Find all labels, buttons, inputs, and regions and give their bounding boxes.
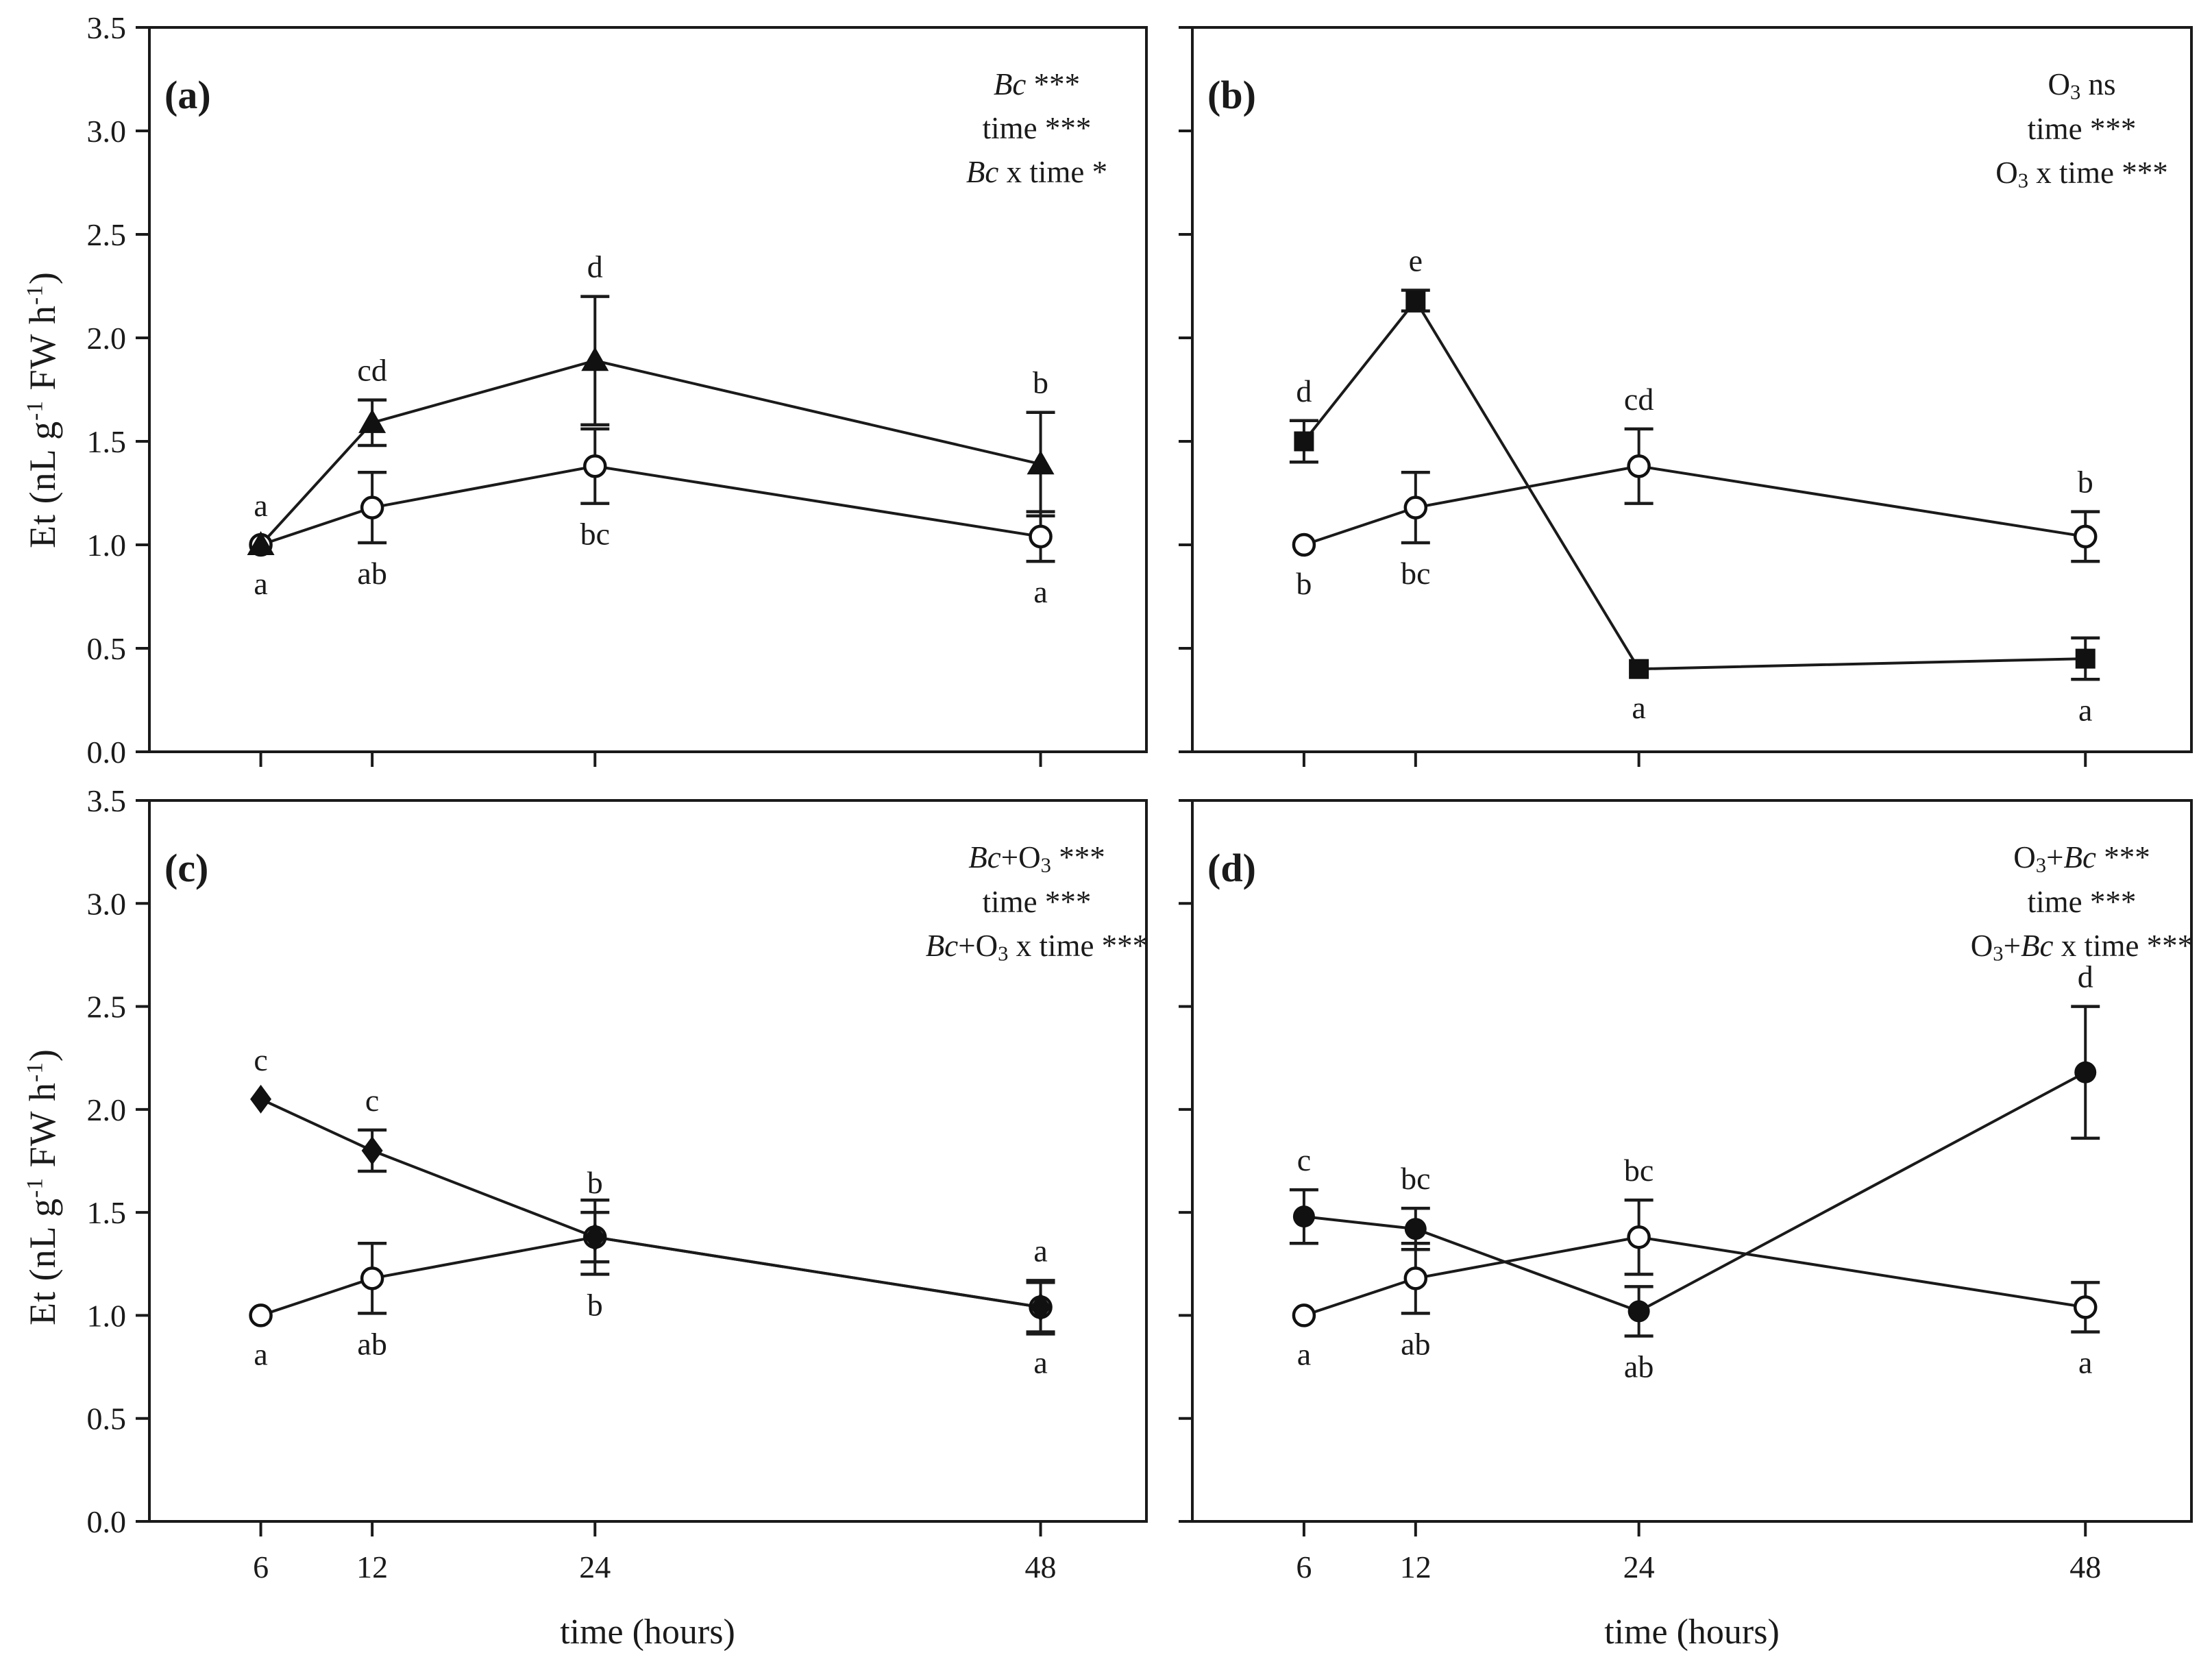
text-segment: FW h <box>22 1082 63 1178</box>
x-tick-label: 48 <box>1024 1549 1057 1584</box>
sig-letter-control: bc <box>1401 555 1431 591</box>
text-segment: 3 <box>2069 80 2081 104</box>
stats-annotation-c <box>879 836 1194 969</box>
sig-letter-O3: d <box>1296 373 1312 408</box>
text-segment: +O <box>1000 840 1041 874</box>
series-line-O3 <box>1304 301 2085 670</box>
sig-letter-O3: e <box>1408 243 1423 278</box>
panel-letter-c: (c) <box>164 846 209 890</box>
sig-letter-Bc: a <box>254 488 268 523</box>
sig-letter-Bc+O3: b <box>587 1165 603 1201</box>
text-segment: 3 <box>1993 942 2004 966</box>
text-segment: Bc <box>2020 929 2054 964</box>
stats-line <box>879 836 1194 881</box>
x-tick-label: 12 <box>356 1549 389 1584</box>
y-tick-label: 0.0 <box>86 735 126 770</box>
text-segment: time *** <box>2027 112 2137 147</box>
text-segment: ns <box>2080 67 2116 101</box>
marker-open-circle <box>1405 1268 1426 1288</box>
text-segment: + <box>2046 840 2064 874</box>
x-tick-label: 6 <box>1296 1549 1312 1584</box>
text-segment: -1 <box>22 284 48 305</box>
stats-line <box>1924 836 2212 881</box>
text-segment: x time *** <box>2053 929 2193 964</box>
sig-letter-O3+Bc: bc <box>1401 1161 1431 1197</box>
sig-letter-Bc: d <box>587 249 603 284</box>
stats-line <box>1924 108 2212 151</box>
marker-open-circle <box>585 456 605 476</box>
y-tick-label: 2.5 <box>86 989 126 1025</box>
stats-annotation-a <box>879 63 1194 195</box>
text-segment: +O <box>958 929 998 964</box>
y-tick-label: 2.0 <box>86 1092 126 1127</box>
stats-annotation-b <box>1924 63 2212 196</box>
y-tick-label: 2.0 <box>86 321 126 356</box>
sig-letter-O3: a <box>1632 690 1646 726</box>
stats-line <box>879 63 1194 107</box>
panel-letter-b: (b) <box>1207 73 1256 117</box>
marker-filled-diamond <box>585 1223 606 1251</box>
marker-filled-diamond <box>1030 1293 1051 1321</box>
text-segment: time *** <box>982 110 1092 145</box>
text-segment: 3 <box>1040 853 1051 877</box>
sig-letter-O3+Bc: d <box>2077 959 2093 994</box>
text-segment: 3 <box>2035 853 2047 877</box>
sig-letter-Bc: cd <box>357 352 387 388</box>
text-segment: + <box>2003 929 2021 964</box>
sig-letter-Bc+O3: a <box>1033 1233 1048 1269</box>
text-segment: -1 <box>22 400 48 421</box>
marker-open-circle <box>2075 526 2096 547</box>
text-segment: O <box>2048 67 2070 101</box>
stats-line <box>879 107 1194 151</box>
sig-letter-O3+Bc: c <box>1297 1142 1312 1178</box>
text-segment: -1 <box>22 1177 48 1198</box>
sig-letter-control: a <box>1033 574 1048 610</box>
x-axis-label-left: time (hours) <box>560 1613 735 1652</box>
sig-letter-control: bc <box>1623 1153 1654 1188</box>
text-segment: time *** <box>2027 885 2137 920</box>
sig-letter-control: a <box>1297 1336 1312 1372</box>
y-axis-label-top <box>21 271 64 548</box>
text-segment: ) <box>22 271 63 285</box>
sig-letter-control: ab <box>1401 1326 1431 1362</box>
sig-letter-Bc+O3: c <box>254 1042 268 1077</box>
text-segment: -1 <box>22 1062 48 1082</box>
text-segment: Et (nL g <box>22 1197 63 1325</box>
sig-letter-O3+Bc: ab <box>1623 1349 1654 1384</box>
sig-letter-control: a <box>2078 1345 2093 1380</box>
x-tick-label: 12 <box>1399 1549 1431 1584</box>
x-tick-label: 24 <box>579 1549 611 1584</box>
y-tick-label: 0.5 <box>86 631 126 666</box>
text-segment: *** <box>2096 840 2150 874</box>
marker-filled-square <box>2076 649 2096 669</box>
stats-line <box>879 924 1194 969</box>
marker-open-circle <box>362 498 382 518</box>
text-segment: time *** <box>982 885 1092 920</box>
text-segment: Bc <box>925 929 959 964</box>
text-segment: O <box>1995 156 2018 191</box>
text-segment: Bc <box>993 67 1027 101</box>
sig-letter-control: b <box>1296 566 1312 601</box>
marker-filled-circle <box>2074 1062 2096 1083</box>
sig-letter-control: a <box>1033 1345 1048 1380</box>
sig-letter-control: cd <box>1623 381 1654 417</box>
y-tick-label: 3.5 <box>86 783 126 818</box>
sig-letter-control: a <box>254 1336 268 1372</box>
x-tick-label: 24 <box>1623 1549 1655 1584</box>
text-segment: *** <box>1026 67 1081 101</box>
x-tick-label: 6 <box>253 1549 269 1584</box>
y-tick-label: 1.5 <box>86 424 126 459</box>
marker-filled-triangle <box>581 347 609 371</box>
sig-letter-Bc: b <box>1033 365 1049 400</box>
marker-open-circle <box>2075 1297 2096 1317</box>
text-segment: Bc <box>968 840 1001 874</box>
marker-open-circle <box>1405 498 1426 518</box>
stats-line <box>879 151 1194 195</box>
text-segment: 3 <box>2017 169 2029 193</box>
y-tick-label: 0.5 <box>86 1401 126 1436</box>
text-segment: *** <box>1050 840 1105 874</box>
marker-filled-square <box>1629 659 1649 679</box>
stats-line <box>879 881 1194 924</box>
panel-letter-d: (d) <box>1207 846 1256 890</box>
text-segment: O <box>1970 929 1993 964</box>
marker-open-circle <box>1294 535 1314 555</box>
marker-open-circle <box>1294 1305 1314 1325</box>
marker-filled-circle <box>1405 1218 1427 1240</box>
sig-letter-control: b <box>2077 464 2093 500</box>
y-tick-label: 3.0 <box>86 886 126 922</box>
text-segment: x time *** <box>2028 156 2168 191</box>
marker-filled-circle <box>1628 1300 1650 1322</box>
text-segment: x time *** <box>1008 929 1148 964</box>
text-segment: 3 <box>998 942 1009 966</box>
x-tick-label: 48 <box>2069 1549 2102 1584</box>
text-segment: Bc <box>2063 840 2096 874</box>
stats-line <box>1924 881 2212 924</box>
sig-letter-control: ab <box>357 555 387 591</box>
stats-line <box>1924 63 2212 108</box>
marker-open-circle <box>1629 456 1649 476</box>
sig-letter-control: bc <box>580 516 610 552</box>
sig-letter-control: ab <box>357 1326 387 1362</box>
sig-letter-control: b <box>587 1287 603 1323</box>
text-segment: Et (nL g <box>22 420 63 548</box>
sig-letter-O3: a <box>2078 692 2093 728</box>
marker-filled-diamond <box>362 1136 383 1165</box>
stats-line <box>1924 151 2212 196</box>
marker-open-circle <box>1629 1227 1649 1247</box>
marker-filled-diamond <box>250 1085 271 1114</box>
y-tick-label: 3.0 <box>86 114 126 149</box>
marker-open-circle <box>1031 526 1051 547</box>
y-tick-label: 1.0 <box>86 1298 126 1334</box>
y-tick-label: 1.0 <box>86 528 126 563</box>
marker-open-circle <box>362 1268 382 1288</box>
marker-filled-circle <box>1293 1205 1315 1227</box>
sig-letter-control: a <box>254 566 268 601</box>
text-segment: O <box>2013 840 2036 874</box>
marker-filled-square <box>1294 432 1314 452</box>
y-tick-label: 0.0 <box>86 1504 126 1539</box>
text-segment: ) <box>22 1049 63 1062</box>
text-segment: x time * <box>998 154 1108 189</box>
marker-open-circle <box>251 1305 271 1325</box>
x-axis-label-right: time (hours) <box>1604 1613 1780 1652</box>
stats-line <box>1924 924 2212 969</box>
y-tick-label: 1.5 <box>86 1195 126 1231</box>
sig-letter-Bc+O3: c <box>365 1082 380 1118</box>
marker-filled-square <box>1405 291 1425 310</box>
panel-letter-a: (a) <box>164 73 211 117</box>
y-tick-label: 2.5 <box>86 217 126 252</box>
stats-annotation-d <box>1924 836 2212 969</box>
text-segment: FW h <box>22 305 63 401</box>
text-segment: Bc <box>966 154 999 189</box>
y-axis-label-bottom <box>21 1049 64 1325</box>
y-tick-label: 3.5 <box>86 10 126 45</box>
